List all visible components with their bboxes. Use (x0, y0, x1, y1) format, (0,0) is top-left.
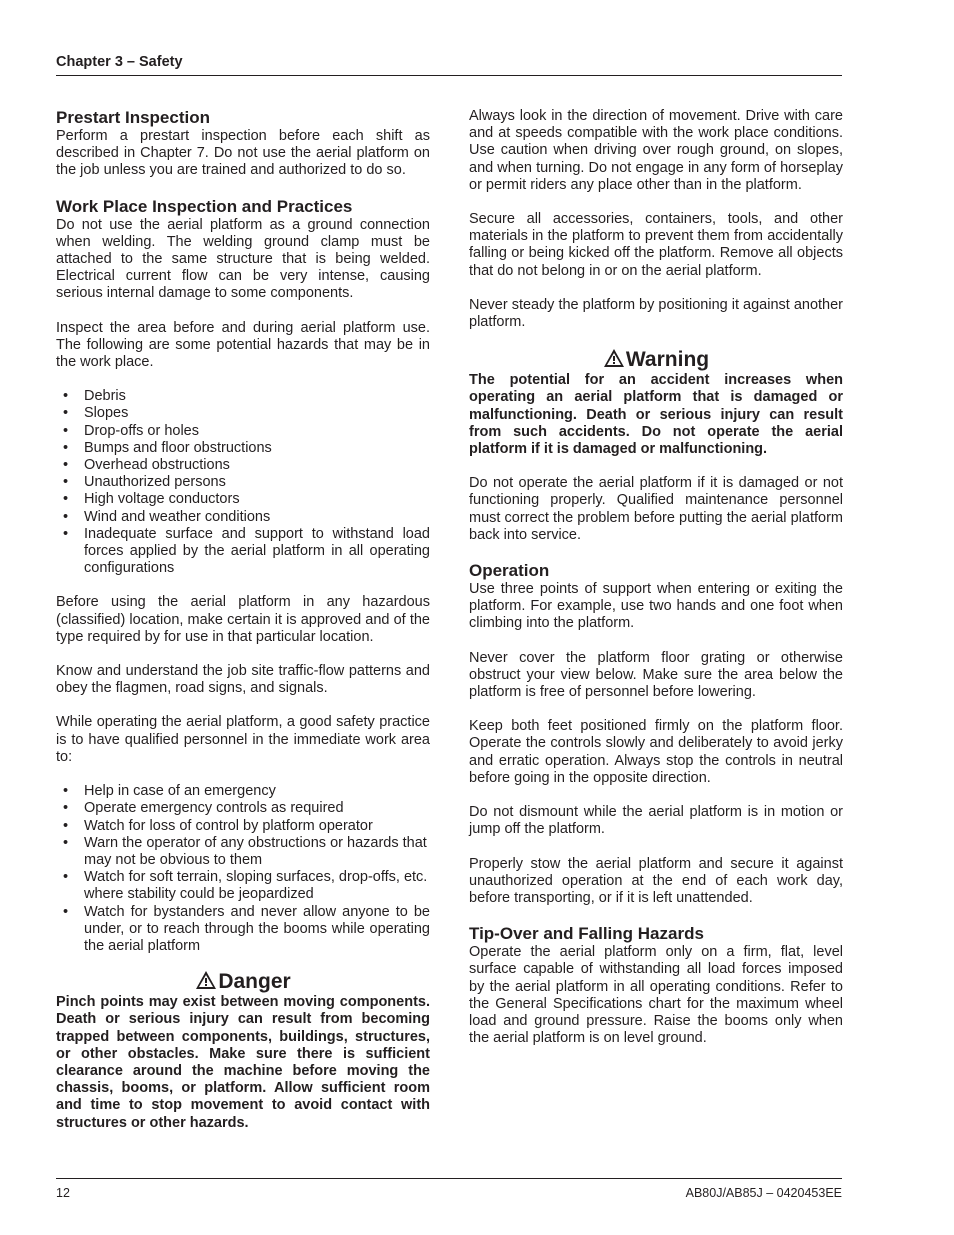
chapter-title: Chapter 3 – Safety (56, 54, 183, 70)
list-item: • Drop-offs or holes (56, 423, 430, 440)
page-number: 12 (56, 1186, 70, 1200)
operation-text-5: Properly stow the aerial platform and secure it against unauthorized operation at the end of each work day, before transporting, or if it is left unattended. (469, 855, 843, 906)
warning-title-label: Warning (625, 348, 710, 372)
document-id: AB80J/AB85J – 0420453EE (685, 1186, 842, 1200)
right-text-1: Always look in the direction of movement. Drive with care and at speeds compatible with the work place conditions. Use caution when driving over rough ground, on slopes, and when turning. Do not engage in any form of horseplay or permit riders any place other than in the platform. (469, 108, 843, 193)
duties-list (56, 783, 430, 955)
workplace-heading: Work Place Inspection and Practices (56, 196, 353, 216)
footer-rule (56, 1178, 842, 1179)
workplace-text-5: While operating the aerial platform, a good safety practice is to have qualified personnel in the immediate work area to: (56, 714, 430, 765)
list-item: • Debris (56, 388, 430, 405)
list-item: • Bumps and floor obstructions (56, 440, 430, 457)
tipover-text: Operate the aerial platform only on a firm, flat, level surface capable of withstanding all load forces imposed by the aerial platform in all operating conditions. Refer to the General Specifications chart for the maximum wheel load and ground pressure. Raise the booms only when the aerial platform is on level ground. (469, 944, 843, 1047)
prestart-text: Perform a prestart inspection before each shift as described in Chapter 7. Do not use the aerial platform on the job unless you are trained and authorized to do so. (56, 128, 430, 179)
list-item: • Watch for bystanders and never allow anyone to be under, or to reach through the booms while operating the aerial platform (56, 904, 430, 956)
list-item: • High voltage conductors (56, 491, 430, 508)
list-item: • Warn the operator of any obstructions or hazards that may not be obvious to them (56, 835, 430, 869)
danger-title (56, 970, 430, 994)
list-item: • Help in case of an emergency (56, 783, 430, 800)
tipover-heading: Tip-Over and Falling Hazards (469, 924, 704, 944)
workplace-text-3: Before using the aerial platform in any hazardous (classified) location, make certain it is approved and of the type required by for use in that particular location. (56, 594, 430, 645)
operation-text-3: Keep both feet positioned firmly on the platform floor. Operate the controls slowly and deliberately to avoid jerky and erratic operation. Always stop the controls in neutral before going in the opposite direction. (469, 718, 843, 786)
prestart-heading: Prestart Inspection (56, 108, 210, 127)
list-item: • Watch for soft terrain, sloping surfaces, drop-offs, etc. where stability could be jeopardized (56, 869, 430, 903)
warning-triangle-icon (195, 970, 217, 990)
workplace-text-4: Know and understand the job site traffic-flow patterns and obey the flagmen, road signs, and signals. (56, 663, 430, 697)
operation-text-2: Never cover the platform floor grating or otherwise obstruct your view below. Make sure the area below the platform is free of personnel before lowering. (469, 649, 843, 701)
list-item: • Inadequate surface and support to withstand load forces applied by the aerial platform in all operating configurations (56, 526, 430, 578)
right-text-4: Do not operate the aerial platform if it is damaged or not functioning properly. Qualified maintenance personnel must correct the problem before putting the aerial platform back into service. (469, 475, 843, 543)
list-item: • Slopes (56, 405, 430, 422)
right-text-3: Never steady the platform by positioning it against another platform. (469, 296, 843, 331)
list-item: • Unauthorized persons (56, 474, 430, 491)
danger-text: Pinch points may exist between moving components. Death or serious injury can result from becoming trapped between components, buildings, structures, or other obstacles. Make sure there is sufficient clearance around the machine before moving the chassis, booms, or platform. Allow sufficient room and time to stop movement to avoid contact with structures or other hazards. (56, 994, 430, 1131)
operation-text-4: Do not dismount while the aerial platform is in motion or jump off the platform. (469, 804, 843, 838)
list-item: • Operate emergency controls as required (56, 800, 430, 817)
warning-title (469, 348, 843, 372)
right-text-2: Secure all accessories, containers, tools, and other materials in the platform to prevent them from accidentally falling or being kicked off the platform. Remove all objects that do not belong in or on the aerial platform. (469, 211, 843, 279)
workplace-text-2: Inspect the area before and during aerial platform use. The following are some potential hazards that may be in the work place. (56, 319, 430, 371)
header-rule (56, 75, 842, 76)
hazards-list (56, 388, 430, 577)
warning-triangle-icon (603, 348, 625, 368)
list-item: • Watch for loss of control by platform operator (56, 818, 430, 835)
warning-text: The potential for an accident increases when operating an aerial platform that is damaged or malfunctioning. Death or serious injury can result from such accidents. Do not operate the aerial platform if it is damaged or malfunctioning. (469, 372, 843, 458)
right-column (469, 108, 843, 1064)
workplace-text-1: Do not use the aerial platform as a ground connection when welding. The welding ground clamp must be attached to the same structure that is being welded. Electrical current flow can be very intense, causing serious internal damage to some components. (56, 216, 430, 302)
danger-title-label: Danger (218, 970, 291, 994)
left-column (56, 108, 430, 1149)
operation-heading: Operation (469, 561, 550, 581)
list-item: • Wind and weather conditions (56, 509, 430, 526)
list-item: • Overhead obstructions (56, 457, 430, 474)
operation-text-1: Use three points of support when entering or exiting the platform. For example, use two hands and one foot when climbing into the platform. (469, 581, 843, 632)
